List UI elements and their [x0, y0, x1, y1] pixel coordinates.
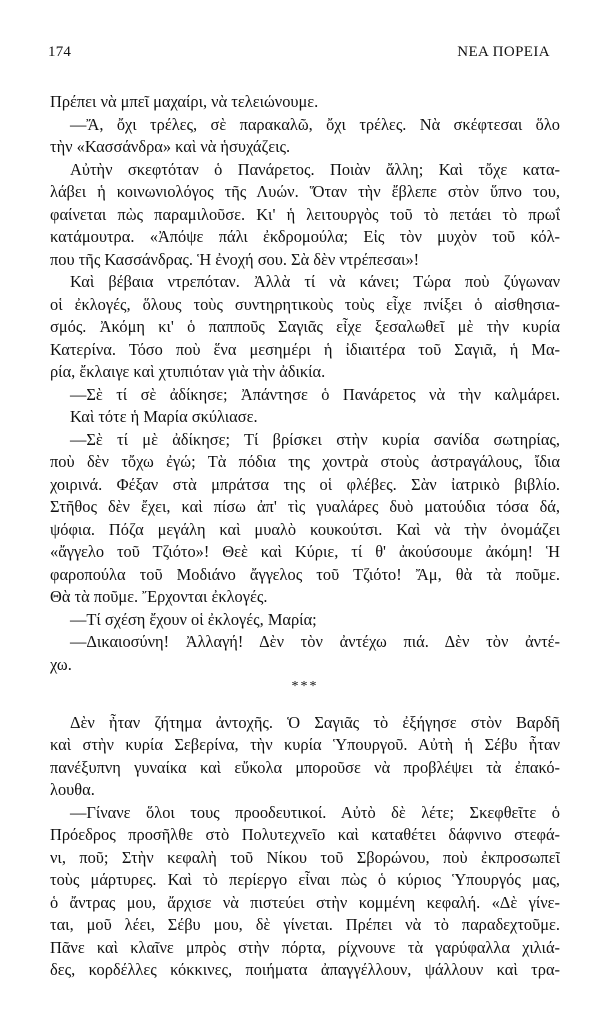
section-separator: *** [291, 679, 319, 694]
text-line: καὶ στὴν κυρία Σεβερίνα, τὴν κυρία Ὑπουργοῦ. Αὐτὴ ἡ Σέβυ ἦταν [50, 735, 560, 754]
text-line: —Τί σχέση ἔχουν οἱ ἐκλογές, Μαρία; [70, 609, 317, 629]
text-line: Πρόεδρος προσῆλθε στὸ Πολυτεχνεῖο καὶ καταθέτει δάφνινο στεφά- [50, 825, 560, 844]
text-line: «ἄγγελο τοῦ Τζιότο»! Θεὲ καὶ Κύριε, τί θ' ἀκούσουμε ἀκόμη! Ἡ [50, 542, 560, 561]
text-line: —Γίνανε ὅλοι τους προοδευτικοί. Αὐτὸ δὲ λέτε; Σκεφθεῖτε ὁ [70, 802, 560, 822]
page-number: 174 [48, 44, 72, 60]
text-line: που τῆς Κασσάνδρας. Ἡ ἐνοχή σου. Σὰ δὲν ντρέπεσαι»! [50, 249, 420, 269]
text-line: λουθα. [50, 780, 95, 799]
text-line: νι, ποῦ; Στὴν κεφαλὴ τοῦ Νίκου τοῦ Σβορώνου, ποὺ ἐκπροσωπεῖ [50, 847, 560, 867]
text-line: οἱ ἐκλογές, ὅλους τοὺς συντηρητικοὺς τοὺς εἶχε πνίξει ὁ αἰσθησια- [50, 294, 560, 314]
text-line: ται, μοῦ λέει, Σέβυ μου, δὲ γίνεται. Πρέπει νὰ τὸ παραδεχτοῦμε. [50, 915, 560, 934]
text-line: —Δικαιοσύνη! Ἀλλαγή! Δὲν τὸν ἀντέχω πιά. Δὲν τὸν ἀντέ- [70, 632, 560, 651]
text-line: λάβει ἡ κοινωνιολόγος τῆς Λυών. Ὅταν τὴν ἔβλεπε στὸν ὕπνο του, [50, 182, 560, 201]
text-line: Θὰ τὰ ποῦμε. Ἔρχονται ἐκλογές. [50, 587, 268, 606]
text-line: Κατερίνα. Τόσο ποὺ ἕνα μεσημέρι ἡ ἰδιαιτέρα τοῦ Σαγιᾶ, ἡ Μα- [50, 339, 560, 359]
text-line: πανέξυπνη γυναίκα καὶ εὔκολα μποροῦσε νὰ προβλέψει τὰ ἐπακό- [50, 757, 560, 777]
text-line: χω. [50, 654, 72, 674]
text-line: χοιρινά. Φέξαν στὰ μπράτσα της οἱ φλέβες. Σὰν ἰατρικὸ βιβλίο. [50, 474, 560, 494]
text-line: ποὺ δὲν τὄχω ἐγώ; Τὰ πόδια της χοντρὰ στοὺς ἀστραγάλους, ἴδια [50, 452, 560, 471]
text-line: —Σὲ τί σὲ ἀδίκησε; Ἀπάντησε ὁ Πανάρετος νὰ τὴν καλμάρει. [70, 384, 560, 404]
text-line: φαροπούλα τοῦ Μοδιάνο ἄγγελος τοῦ Τζιότο! Ἄμ, θὰ τὰ ποῦμε. [50, 564, 560, 584]
text-line: Στῆθος δὲν ἔχει, καὶ πίσω ἀπ' τὶς γυαλάρες δυὸ ματούδια τόσα δά, [50, 497, 560, 516]
text-line: Αὐτὴν σκεφτόταν ὁ Πανάρετος. Ποιὰν ἄλλη; Καὶ τὄχε κατα- [70, 159, 560, 179]
page-header [48, 44, 550, 64]
text-line: ὁ ἄντρας μου, ἄρχισε νὰ πιστεύει στὴν κομμένη κεφαλή. «Δὲ γίνε- [50, 892, 560, 912]
section-gap [50, 699, 560, 712]
text-line: κατάμουτρα. «Ἀπόψε πάλι ἐκδρομούλα; Εἰς τὸν μυχὸν τοῦ κόλ- [50, 227, 560, 246]
text-line: φαίνεται πὼς παραμιλοῦσε. Κι' ἡ λειτουργὸς τοῦ τὸ πετάει τὸ πρωΐ [50, 204, 560, 224]
text-line: Πρέπει νὰ μπεῖ μαχαίρι, νὰ τελειώνουμε. [50, 92, 319, 111]
text-line: ψόφια. Πόζα μεγάλη καὶ μυαλὸ κουκούτσι. Καὶ νὰ τὴν ὀνομάζει [50, 519, 560, 539]
body-text [50, 91, 560, 982]
text-line: —Ἄ, ὄχι τρέλες, σὲ παρακαλῶ, ὄχι τρέλες. Νὰ σκέφτεσαι ὅλο [70, 114, 560, 134]
text-line: δες, κορδέλλες κόκκινες, ποιήματα ἀπαγγέλλουν, ψάλλουν καὶ τρα- [50, 960, 560, 979]
running-title: ΝΕΑ ΠΟΡΕΙΑ [457, 44, 550, 60]
text-line: τοὺς μάρτυρες. Καὶ τὸ περίεργο εἶναι πὼς ὁ κύριος Ὑπουργός μας, [50, 870, 560, 889]
text-line: Δὲν ἦταν ζήτημα ἀντοχῆς. Ὁ Σαγιᾶς τὸ ἐξήγησε στὸν Βαρδῆ [70, 712, 560, 732]
text-line: ρία, ἔκλαιγε καὶ χτυπιόταν γιὰ τὴν ἀδικία. [50, 362, 326, 381]
text-line: τὴν «Κασσάνδρα» καὶ νὰ ἡσυχάζεις. [50, 137, 291, 156]
text-line: Πᾶνε καὶ κλαῖνε μπρὸς στὴν πόρτα, ρίχνουνε τὰ γαρύφαλλα χιλιά- [50, 937, 560, 957]
text-line: σμός. Ἀκόμη κι' ὁ παπποῦς Σαγιᾶς εἶχε ξεσαλωθεῖ μὲ τὴν κυρία [50, 317, 560, 336]
text-line: Καὶ τότε ἡ Μαρία σκύλιασε. [70, 407, 258, 426]
text-line: —Σὲ τί μὲ ἀδίκησε; Τί βρίσκει στὴν κυρία σανίδα σωτηρίας, [70, 429, 560, 449]
text-line: Καὶ βέβαια ντρεπόταν. Ἀλλὰ τί νὰ κάνει; Τώρα ποὺ ζύγωναν [70, 272, 560, 291]
